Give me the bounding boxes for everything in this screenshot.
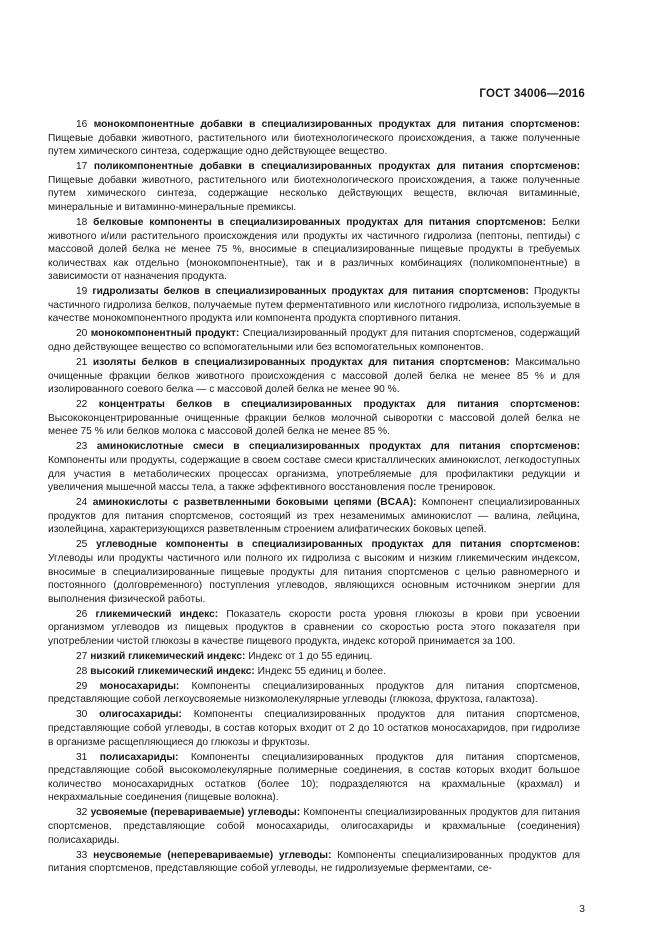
entry-number: 27 <box>76 650 88 662</box>
entry-term: гидролизаты белков в специализированных продуктах для питания спортсменов: <box>92 286 529 298</box>
entry-number: 17 <box>76 161 88 173</box>
entry-term: полисахариды: <box>99 751 179 763</box>
term-entry <box>48 665 580 679</box>
page-number: 3 <box>579 903 585 915</box>
term-entry <box>48 806 580 847</box>
entry-definition: Углеводы или продукты частичного или полного их гидролиза с высоким и низким гликемическим индексом, вносимые в специализированные пищевые продукты для питания спортсменов с целью равномерного и постоянного (долговременного) поступления углеводов, являющихся основным источником энергии для выполнения физической работы. <box>48 552 580 605</box>
entry-number: 31 <box>76 751 88 763</box>
entry-definition: Компоненты специализированных продуктов для питания спортсменов, представляющие собой углеводы, не гидролизуемые ферментами, се- <box>48 849 580 875</box>
term-entry <box>48 398 580 439</box>
entry-definition: Специализированный продукт для питания спортсменов, содержащий одно действующее вещество со вспомогательными или без вспомогательных компонентов. <box>48 328 580 354</box>
entry-term: усвояемые (перевариваемые) углеводы: <box>90 807 301 819</box>
entry-definition: Высококонцентрированные очищенные фракции белков молочной сыворотки с массовой долей белка не менее 75 % или белков молока с массовой долей белка не менее 85 %. <box>48 412 580 438</box>
entry-definition: Пищевые добавки животного, растительного или биотехнологического происхождения, а также полученные путем химического синтеза, содержащие одно действующее вещество. <box>48 132 580 158</box>
document-header: ГОСТ 34006—2016 <box>479 88 585 100</box>
entry-definition: Компоненты или продукты, содержащие в своем составе смеси кристаллических аминокислот, легкодоступных для участия в метаболических процессах организма, употребляемые для профилактики редукции и увеличения мышечной массы тела, а также эффективного восстановления после тренировок. <box>48 454 580 494</box>
entry-term: белковые компоненты в специализированных продуктах для питания спортсменов: <box>93 216 547 228</box>
entry-number: 18 <box>76 216 88 228</box>
term-entry <box>48 327 580 354</box>
entry-definition: Компоненты специализированных продуктов для питания спортсменов, представляющие собой легкоусвояемые низкомолекулярные углеводы (глюкоза, фруктоза, галактоза). <box>48 680 580 706</box>
entry-number: 30 <box>76 709 88 721</box>
entry-term: концентраты белков в специализированных продуктах для питания спортсменов: <box>98 399 580 411</box>
entry-number: 23 <box>76 441 88 453</box>
term-entry <box>48 356 580 397</box>
term-entry <box>48 849 580 876</box>
entry-definition: Индекс от 1 до 55 единиц. <box>248 650 373 662</box>
term-entry <box>48 160 580 214</box>
entry-definition: Компоненты специализированных продуктов для питания спортсменов, представляющие собой высокомолекулярные полимерные соединения, в состав которых входит большое количество моносахаридных остатков (более 10); подразделяются на крахмальные (крахмал) и некрахмальные соединения (пищевые волокна). <box>48 751 580 804</box>
entry-number: 19 <box>76 286 88 298</box>
entry-number: 20 <box>76 328 88 340</box>
entry-term: углеводные компоненты в специализированных продуктах для питания спортсменов: <box>96 539 580 551</box>
entry-number: 32 <box>76 807 88 819</box>
entry-definition: Компоненты специализированных продуктов для питания спортсменов, представляющие собой углеводы, в состав которых входит от 2 до 10 остатков моносахаридов, при гидролизе в организме расщепляющиеся до глюкозы и фруктозы. <box>48 709 580 748</box>
term-entry <box>48 538 580 606</box>
entry-definition: Продукты частичного гидролиза белков, получаемые путем ферментативного или кислотного гидролиза, используемые в качестве монокомпонентного продукта или компонента продукта спортивного питания. <box>48 286 580 325</box>
entry-definition: Компонент специализированных продуктов для питания спортсменов, состоящий из трех незаменимых аминокислот — валина, лейцина, изолейцина, характеризующихся разветвленным строением алифатических боковых цепей. <box>48 497 580 536</box>
entry-number: 25 <box>76 539 88 551</box>
term-entry <box>48 680 580 707</box>
entry-definition: Показатель скорости роста уровня глюкозы в крови при усвоении организмом углеводов из пищевых продуктов в сравнении со скоростью роста этого показателя при употреблении чистой глюкозы в качестве пищевого продукта, индекс которой принимается за 100. <box>48 608 580 647</box>
term-entry <box>48 496 580 537</box>
entry-term: моносахариды: <box>99 680 180 692</box>
entry-term: низкий гликемический индекс: <box>90 650 246 662</box>
term-entry <box>48 118 580 159</box>
term-entry <box>48 650 580 664</box>
term-entry <box>48 440 580 494</box>
term-entry <box>48 285 580 326</box>
entry-term: неусвояемые (неперевариваемые) углеводы: <box>93 849 332 861</box>
entry-number: 16 <box>76 119 88 130</box>
term-entry <box>48 216 580 284</box>
entry-term: изоляты белков в специализированных продуктах для питания спортсменов: <box>92 357 510 369</box>
entry-number: 22 <box>76 399 88 411</box>
entry-term: аминокислоты с разветвленными боковыми цепями (BCAA): <box>92 497 417 509</box>
entry-term: гликемический индекс: <box>95 608 219 620</box>
entry-number: 29 <box>76 680 88 692</box>
entry-term: аминокислотные смеси в специализированных продуктах для питания спортсменов: <box>96 441 580 453</box>
entry-term: монокомпонентный продукт: <box>90 328 240 340</box>
entry-definition: Компоненты специализированных продуктов для питания спортсменов, представляющие собой моносахариды, олигосахариды и крахмальные (соединения) полисахариды. <box>48 807 580 846</box>
document-body <box>48 118 580 877</box>
entry-term: олигосахариды: <box>99 709 182 721</box>
entry-number: 21 <box>76 357 88 369</box>
entry-definition: Максимально очищенные фракции белков животного происхождения с массовой долей белка не менее 85 % и для изолированного соевого белка — с массовой долей белка не менее 90 %. <box>48 357 581 396</box>
term-entry <box>48 608 580 649</box>
entry-number: 26 <box>76 608 88 620</box>
entry-term: монокомпонентные добавки в специализированных продуктах для питания спортсменов: <box>93 119 580 130</box>
entry-number: 24 <box>76 497 88 509</box>
term-entry <box>48 708 580 749</box>
entry-definition: Белки животного и/или растительного происхождения или продукты их частичного гидролиза (пептоны, пептиды) с массовой долей белка не менее 75 %, вносимые в специализированные пищевые продукты в требуемых количествах как отдельно (монокомпонентные), так и в различных комбинациях (поликомпонентные) в зависимости от назначения продукта. <box>48 216 580 283</box>
entry-term: поликомпонентные добавки в специализированных продуктах для питания спортсменов: <box>93 161 580 173</box>
entry-definition: Индекс 55 единиц и более. <box>257 665 386 677</box>
entry-definition: Пищевые добавки животного, растительного или биотехнологического происхождения, а также полученные путем химического синтеза, содержащие несколько действующих веществ, включая витаминные, минеральные и витаминно-минеральные премиксы. <box>48 174 580 213</box>
entry-number: 33 <box>76 849 88 861</box>
entry-number: 28 <box>76 665 88 677</box>
term-entry <box>48 751 580 805</box>
entry-term: высокий гликемический индекс: <box>90 665 255 677</box>
